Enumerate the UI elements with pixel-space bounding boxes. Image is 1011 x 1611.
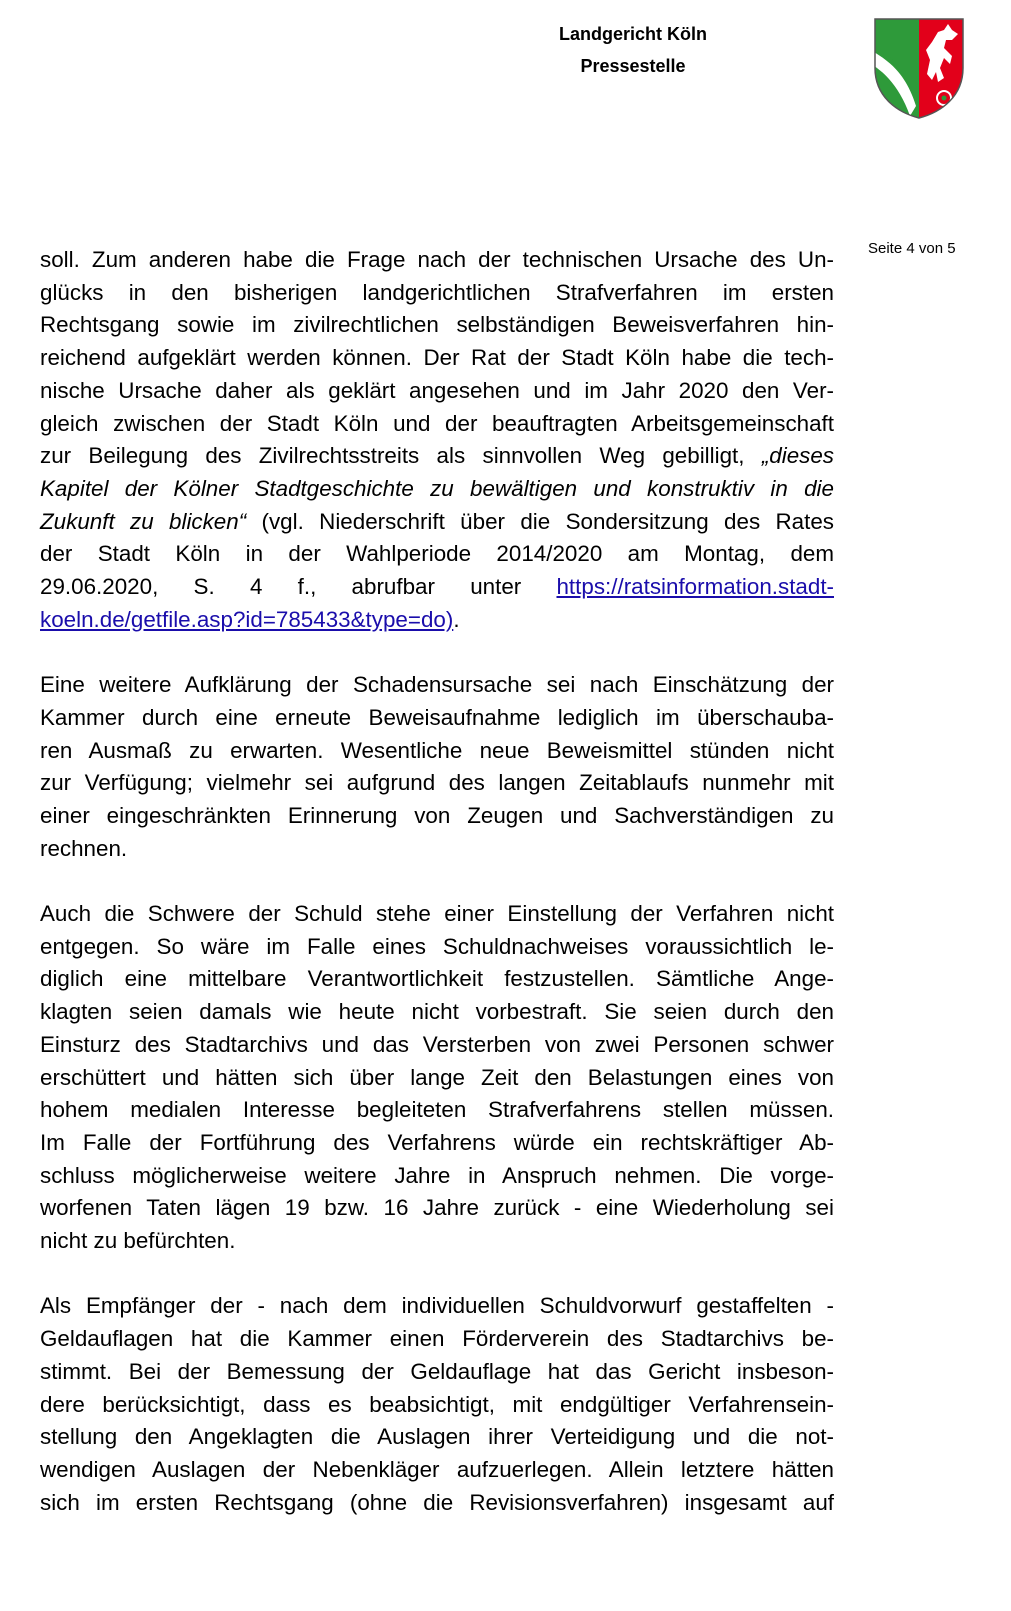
quote-text: Zukunft zu blicken“ bbox=[40, 508, 247, 534]
quote-text: Kapitel der Kölner Stadtgeschichte zu bewältigen und konstruktiv in die bbox=[40, 475, 834, 501]
text-line: nische Ursache daher als geklärt angesehen und im Jahr 2020 den Ver- bbox=[40, 377, 834, 403]
text-line: klagten seien damals wie heute nicht vorbestraft. Sie seien durch den bbox=[40, 999, 834, 1025]
text-line: Im Falle der Fortführung des Verfahrens würde ein rechtskräftiger Ab- bbox=[40, 1129, 834, 1155]
text-line: sich im ersten Rechtsgang (ohne die Revisionsverfahren) insgesamt auf bbox=[40, 1489, 834, 1515]
text-line: soll. Zum anderen habe die Frage nach der technischen Ursache des Un- bbox=[40, 247, 834, 272]
court-name: Landgericht Köln bbox=[559, 24, 707, 44]
text-line: Kammer durch eine erneute Beweisaufnahme lediglich im überschauba- bbox=[40, 704, 834, 730]
text-line: dere berücksichtigt, dass es beabsichtigt, mit endgültiger Verfahrensein- bbox=[40, 1391, 834, 1417]
ratsinformation-link[interactable]: https://ratsinformation.stadt- bbox=[556, 574, 834, 600]
text-line: einer eingeschränkten Erinnerung von Zeugen und Sachverständigen zu bbox=[40, 802, 834, 828]
text-line: diglich eine mittelbare Verantwortlichkeit festzustellen. Sämtliche Ange- bbox=[40, 966, 834, 992]
text-segment: 29.06.2020, S. 4 f., abrufbar unter bbox=[40, 574, 557, 600]
text-line: entgegen. So wäre im Falle eines Schuldnachweises voraussichtlich le- bbox=[40, 933, 834, 959]
text-line: erschüttert und hätten sich über lange Zeit den Belastungen eines von bbox=[40, 1064, 834, 1090]
text-line: nicht zu befürchten. bbox=[40, 1228, 236, 1254]
text-segment: (vgl. Niederschrift über die Sondersitzung des Rates bbox=[246, 508, 834, 534]
text-line: Einsturz des Stadtarchivs und das Versterben von zwei Personen schwer bbox=[40, 1031, 834, 1057]
text-line: Auch die Schwere der Schuld stehe einer Einstellung der Verfahren nicht bbox=[40, 901, 834, 927]
text-line: Rechtsgang sowie im zivilrechtlichen selbständigen Beweisverfahren hin- bbox=[40, 312, 834, 338]
text-line: gleich zwischen der Stadt Köln und der beauftragten Arbeitsgemeinschaft bbox=[40, 410, 834, 436]
text-line bbox=[40, 506, 834, 539]
department-name: Pressestelle bbox=[580, 56, 686, 76]
text-line: ren Ausmaß zu erwarten. Wesentliche neue Beweismittel stünden nicht bbox=[40, 737, 834, 763]
text-line: stellung den Angeklagten die Auslagen ihrer Verteidigung und die not- bbox=[40, 1424, 834, 1450]
nrw-coat-of-arms-icon bbox=[872, 16, 966, 120]
paragraph-1 bbox=[40, 244, 834, 636]
page-indicator: Seite 4 von 5 bbox=[868, 240, 956, 257]
text-line: wendigen Auslagen der Nebenkläger aufzuerlegen. Allein letztere hätten bbox=[40, 1456, 834, 1482]
quote-text: „dieses bbox=[761, 443, 834, 469]
text-line: zur Verfügung; vielmehr sei aufgrund des langen Zeitablaufs nunmehr mit bbox=[40, 770, 834, 796]
text-line: der Stadt Köln in der Wahlperiode 2014/2020 am Montag, dem bbox=[40, 541, 834, 567]
text-line bbox=[40, 604, 834, 637]
text-line: glücks in den bisherigen landgerichtlichen Strafverfahren im ersten bbox=[40, 279, 834, 305]
press-release-body bbox=[40, 244, 834, 1552]
text-line: worfenen Taten lägen 19 bzw. 16 Jahre zurück - eine Wiederholung sei bbox=[40, 1195, 834, 1221]
text-line bbox=[40, 440, 834, 473]
paragraph-4 bbox=[40, 1290, 834, 1519]
text-line bbox=[40, 571, 834, 604]
ratsinformation-link[interactable]: koeln.de/getfile.asp?id=785433&type=do) bbox=[40, 606, 454, 632]
text-line: Eine weitere Aufklärung der Schadensursache sei nach Einschätzung der bbox=[40, 672, 834, 698]
text-segment: zur Beilegung des Zivilrechtsstreits als sinnvollen Weg gebilligt, bbox=[40, 443, 762, 469]
text-line: Als Empfänger der - nach dem individuellen Schuldvorwurf gestaffelten - bbox=[40, 1293, 834, 1319]
text-segment: . bbox=[453, 606, 460, 632]
text-line: Geldauflagen hat die Kammer einen Förderverein des Stadtarchivs be- bbox=[40, 1326, 834, 1352]
text-line: reichend aufgeklärt werden können. Der Rat der Stadt Köln habe die tech- bbox=[40, 345, 834, 371]
paragraph-2 bbox=[40, 669, 834, 865]
text-line: rechnen. bbox=[40, 835, 128, 861]
text-line: hohem medialen Interesse begleiteten Strafverfahrens stellen müssen. bbox=[40, 1097, 834, 1123]
paragraph-3 bbox=[40, 898, 834, 1258]
text-line: schluss möglicherweise weitere Jahre in Anspruch nehmen. Die vorge- bbox=[40, 1162, 834, 1188]
text-line: stimmt. Bei der Bemessung der Geldauflage hat das Gericht insbeson- bbox=[40, 1358, 834, 1384]
letterhead bbox=[528, 18, 738, 82]
